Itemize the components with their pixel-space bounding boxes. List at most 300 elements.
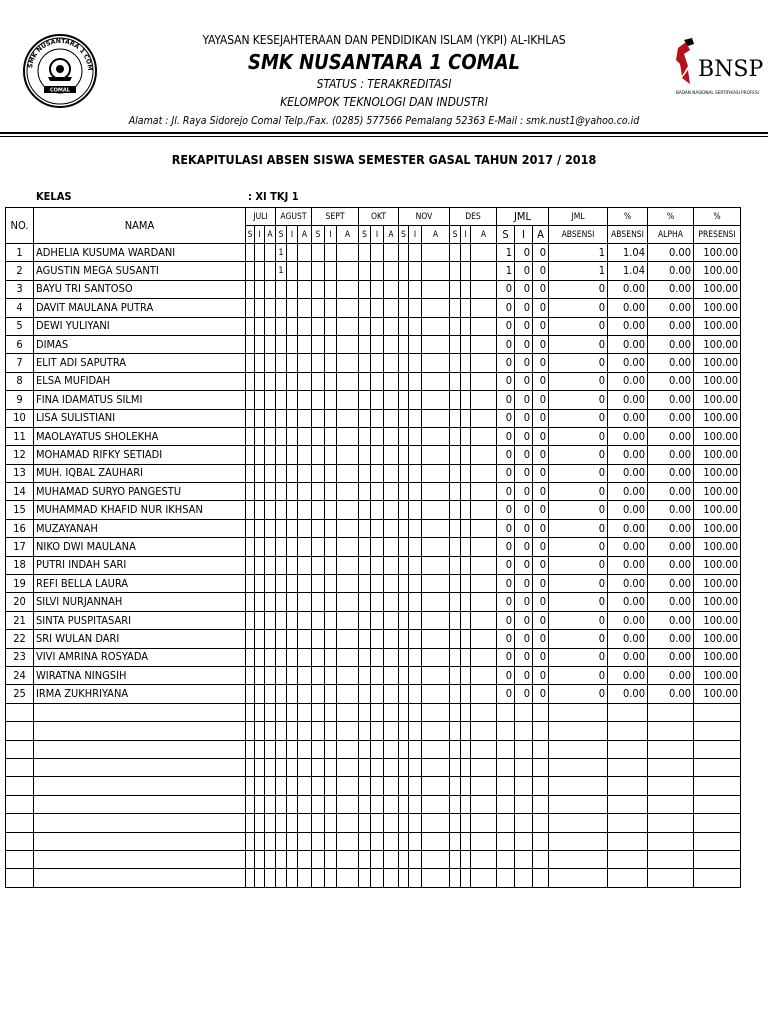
month-cell [312,814,325,832]
row-jml-absensi: 0 [549,483,608,501]
row-nama: ADHELIA KUSUMA WARDANI [34,244,246,262]
month-cell [276,280,287,298]
month-cell [359,409,371,427]
row-jml-i [515,777,533,795]
month-cell [276,372,287,390]
month-cell [471,317,497,335]
table-row [6,814,741,832]
month-cell [384,372,399,390]
row-jml-s: 0 [497,519,515,537]
row-pct-alpha: 0.00 [648,262,694,280]
row-no: 24 [6,666,34,684]
month-cell [265,335,276,353]
month-cell [461,280,471,298]
row-pct-presensi: 100.00 [694,391,741,409]
month-cell [384,666,399,684]
month-cell [246,740,255,758]
month-cell [409,777,422,795]
row-no [6,740,34,758]
month-cell [471,832,497,850]
month-cell [287,611,298,629]
month-cell [276,666,287,684]
table-row [6,519,741,537]
month-cell [359,832,371,850]
row-no: 3 [6,280,34,298]
month-cell [422,262,450,280]
col-header-jml-absensi-sub: ABSENSI [549,226,608,244]
row-jml-absensi [549,722,608,740]
col-header-sia: A [265,226,276,244]
month-cell [255,391,265,409]
col-header-month: OKT [359,208,399,226]
row-pct-alpha [648,777,694,795]
col-header-sia: I [461,226,471,244]
month-cell [298,722,312,740]
month-cell [312,427,325,445]
month-cell [276,758,287,776]
table-row [6,317,741,335]
month-cell [298,850,312,868]
row-jml-i: 0 [515,538,533,556]
row-pct-alpha: 0.00 [648,427,694,445]
month-cell [255,427,265,445]
month-cell [276,869,287,887]
month-cell [265,556,276,574]
month-cell [246,703,255,721]
month-cell [371,722,384,740]
row-nama: DIMAS [34,335,246,353]
row-jml-absensi: 1 [549,262,608,280]
month-cell [359,317,371,335]
month-cell [246,850,255,868]
month-cell [422,685,450,703]
row-jml-s [497,832,515,850]
month-cell [312,611,325,629]
month-cell [255,648,265,666]
row-pct-presensi: 100.00 [694,446,741,464]
row-jml-i: 0 [515,354,533,372]
row-pct-presensi: 100.00 [694,556,741,574]
row-jml-a [533,850,549,868]
month-cell [471,501,497,519]
month-cell [298,777,312,795]
month-cell [298,354,312,372]
table-row [6,391,741,409]
month-cell [471,611,497,629]
month-cell [371,648,384,666]
month-cell [298,685,312,703]
row-pct-alpha: 0.00 [648,317,694,335]
row-jml-a: 0 [533,611,549,629]
month-cell [399,317,409,335]
month-cell [422,850,450,868]
row-jml-i: 0 [515,685,533,703]
month-cell [255,593,265,611]
row-pct-absensi [608,850,648,868]
month-cell [337,317,359,335]
row-jml-s [497,814,515,832]
month-cell [265,611,276,629]
month-cell [409,391,422,409]
month-cell [371,777,384,795]
row-jml-s: 0 [497,685,515,703]
month-cell [399,280,409,298]
row-jml-absensi: 0 [549,556,608,574]
month-cell [399,501,409,519]
month-cell [450,244,461,262]
month-cell [399,244,409,262]
row-jml-a: 0 [533,244,549,262]
month-cell [450,648,461,666]
month-cell [265,317,276,335]
row-pct-alpha [648,703,694,721]
row-jml-a: 0 [533,648,549,666]
row-no: 5 [6,317,34,335]
month-cell [265,630,276,648]
month-cell [246,758,255,776]
month-cell [276,593,287,611]
month-cell [384,814,399,832]
month-cell [276,464,287,482]
month-cell [337,483,359,501]
month-cell [325,869,337,887]
month-cell [359,758,371,776]
month-cell [325,483,337,501]
month-cell [337,740,359,758]
month-cell [371,758,384,776]
row-pct-presensi: 100.00 [694,501,741,519]
row-nama: MUH. IQBAL ZAUHARI [34,464,246,482]
month-cell [298,740,312,758]
month-cell [312,335,325,353]
month-cell [409,501,422,519]
month-cell [409,446,422,464]
row-nama [34,814,246,832]
month-cell [265,501,276,519]
table-row [6,335,741,353]
month-cell [399,464,409,482]
row-jml-s: 0 [497,317,515,335]
row-pct-presensi: 100.00 [694,409,741,427]
month-cell [287,409,298,427]
month-cell [298,391,312,409]
month-cell [337,354,359,372]
row-jml-a [533,703,549,721]
month-cell [325,740,337,758]
row-jml-absensi [549,740,608,758]
row-pct-alpha: 0.00 [648,244,694,262]
month-cell [359,611,371,629]
month-cell [450,262,461,280]
month-cell [399,611,409,629]
month-cell [287,648,298,666]
month-cell [246,666,255,684]
row-jml-i: 0 [515,593,533,611]
month-cell [298,483,312,501]
month-cell [471,262,497,280]
month-cell [312,299,325,317]
row-jml-i [515,740,533,758]
table-row [6,685,741,703]
month-cell [246,519,255,537]
month-cell [371,814,384,832]
month-cell [255,483,265,501]
month-cell [276,483,287,501]
table-row [6,575,741,593]
row-no: 21 [6,611,34,629]
row-no [6,832,34,850]
row-jml-s: 0 [497,372,515,390]
month-cell [312,666,325,684]
month-cell [359,740,371,758]
month-cell [276,519,287,537]
month-cell [450,777,461,795]
month-cell [461,354,471,372]
row-jml-a: 0 [533,391,549,409]
month-cell [325,538,337,556]
month-cell [450,630,461,648]
month-cell [265,814,276,832]
month-cell [399,685,409,703]
row-pct-presensi: 100.00 [694,630,741,648]
month-cell [312,630,325,648]
row-nama [34,777,246,795]
month-cell [298,519,312,537]
row-jml-a: 0 [533,446,549,464]
col-header-sia: A [471,226,497,244]
month-cell [287,483,298,501]
row-pct-alpha [648,869,694,887]
month-cell [461,575,471,593]
row-jml-absensi [549,850,608,868]
month-cell [298,244,312,262]
row-pct-presensi [694,758,741,776]
month-cell [325,777,337,795]
row-jml-s: 0 [497,501,515,519]
month-cell [450,519,461,537]
month-cell [371,244,384,262]
row-jml-a: 0 [533,372,549,390]
month-cell [371,464,384,482]
month-cell [409,556,422,574]
month-cell [461,722,471,740]
month-cell [265,666,276,684]
month-cell [312,317,325,335]
month-cell [312,832,325,850]
row-jml-a [533,869,549,887]
row-pct-presensi: 100.00 [694,538,741,556]
month-cell [312,483,325,501]
month-cell [471,464,497,482]
month-cell [255,446,265,464]
month-cell [359,280,371,298]
month-cell [371,262,384,280]
row-no: 22 [6,630,34,648]
row-nama: PUTRI INDAH SARI [34,556,246,574]
month-cell [399,372,409,390]
row-pct-presensi: 100.00 [694,648,741,666]
month-cell [246,648,255,666]
month-cell [265,299,276,317]
row-jml-absensi [549,758,608,776]
month-cell [246,501,255,519]
row-pct-alpha [648,758,694,776]
month-cell [399,427,409,445]
row-pct-absensi [608,795,648,813]
month-cell [371,869,384,887]
month-cell [325,464,337,482]
month-cell [246,391,255,409]
month-cell [371,538,384,556]
row-jml-absensi: 0 [549,685,608,703]
row-nama: MUZAYANAH [34,519,246,537]
row-no: 18 [6,556,34,574]
month-cell [255,685,265,703]
row-pct-alpha: 0.00 [648,593,694,611]
month-cell [471,372,497,390]
row-pct-presensi [694,777,741,795]
col-header-sia: S [246,226,255,244]
col-header-jml-absensi: JML [549,208,608,226]
row-pct-absensi [608,777,648,795]
month-cell [471,556,497,574]
month-cell [399,814,409,832]
month-cell [325,446,337,464]
row-jml-s [497,740,515,758]
month-cell [337,703,359,721]
month-cell [337,869,359,887]
row-pct-presensi: 100.00 [694,427,741,445]
month-cell [409,317,422,335]
month-cell [298,832,312,850]
month-cell [359,372,371,390]
table-row [6,372,741,390]
bnsp-logo-text: BNSP [698,57,764,82]
table-row [6,777,741,795]
row-pct-absensi: 0.00 [608,666,648,684]
month-cell [246,538,255,556]
month-cell [371,593,384,611]
row-jml-s: 0 [497,648,515,666]
month-cell [325,575,337,593]
month-cell [461,483,471,501]
month-cell [298,795,312,813]
month-cell [399,795,409,813]
month-cell [265,648,276,666]
row-pct-absensi [608,832,648,850]
month-cell [471,427,497,445]
row-jml-absensi [549,869,608,887]
month-cell [298,814,312,832]
col-header-no: NO. [6,208,34,244]
month-cell [471,575,497,593]
month-cell [384,795,399,813]
month-cell [287,777,298,795]
month-cell [255,335,265,353]
table-row [6,427,741,445]
row-jml-absensi: 0 [549,593,608,611]
row-jml-a: 0 [533,335,549,353]
row-jml-i: 0 [515,666,533,684]
row-jml-a [533,777,549,795]
month-cell [337,611,359,629]
month-cell [450,409,461,427]
month-cell [246,556,255,574]
month-cell [325,335,337,353]
month-cell [276,722,287,740]
month-cell [287,280,298,298]
month-cell [255,869,265,887]
month-cell [359,335,371,353]
row-no: 14 [6,483,34,501]
month-cell [461,317,471,335]
month-cell [399,299,409,317]
row-jml-a: 0 [533,501,549,519]
row-jml-a: 0 [533,556,549,574]
row-jml-a: 0 [533,280,549,298]
month-cell [359,777,371,795]
month-cell [325,519,337,537]
row-pct-absensi [608,814,648,832]
row-jml-absensi: 0 [549,446,608,464]
row-nama: MAOLAYATUS SHOLEKHA [34,427,246,445]
row-nama: ELIT ADI SAPUTRA [34,354,246,372]
row-pct-absensi: 0.00 [608,299,648,317]
kelas-label: KELAS [36,190,72,203]
month-cell [409,464,422,482]
month-cell [409,758,422,776]
col-header-sia: S [312,226,325,244]
month-cell [359,703,371,721]
month-cell [461,777,471,795]
col-header-sia: S [497,226,515,244]
month-cell [298,464,312,482]
month-cell [287,446,298,464]
row-jml-i [515,703,533,721]
month-cell [255,832,265,850]
row-jml-i [515,832,533,850]
row-jml-a [533,722,549,740]
month-cell [399,519,409,537]
month-cell [255,575,265,593]
month-cell [276,391,287,409]
row-jml-i: 0 [515,335,533,353]
table-row [6,556,741,574]
month-cell [325,317,337,335]
month-cell [450,501,461,519]
row-no: 2 [6,262,34,280]
month-cell [287,262,298,280]
month-cell [371,850,384,868]
document-title: REKAPITULASI ABSEN SISWA SEMESTER GASAL TAHUN 2017 / 2018 [171,152,597,167]
month-cell [337,280,359,298]
table-row [6,722,741,740]
month-cell [461,703,471,721]
month-cell [461,740,471,758]
month-cell [325,795,337,813]
month-cell [422,427,450,445]
row-pct-presensi: 100.00 [694,317,741,335]
month-cell [255,850,265,868]
month-cell [325,280,337,298]
row-jml-i [515,795,533,813]
month-cell [359,850,371,868]
month-cell [265,446,276,464]
row-pct-presensi: 100.00 [694,372,741,390]
month-cell [325,593,337,611]
month-cell [471,593,497,611]
row-pct-presensi [694,869,741,887]
